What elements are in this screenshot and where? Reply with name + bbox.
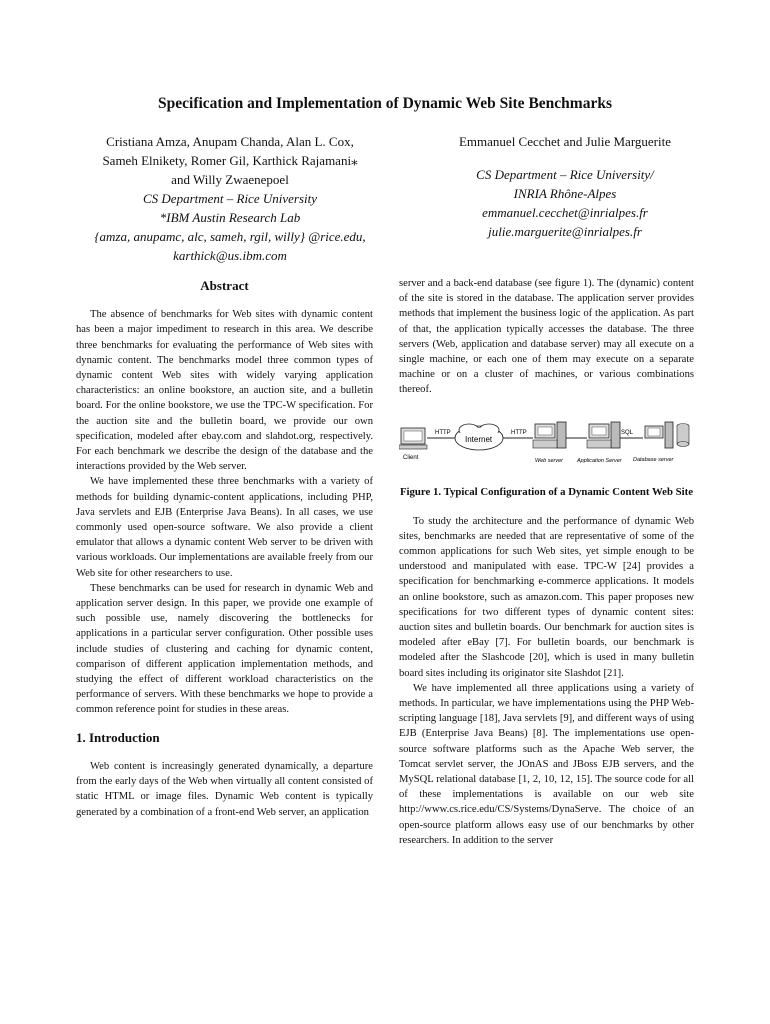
affiliation: CS Department – Rice University/ bbox=[476, 167, 654, 182]
section-heading: 1. Introduction bbox=[76, 729, 160, 745]
web-server-label: Web server bbox=[535, 457, 564, 464]
left-column bbox=[76, 276, 373, 820]
authors-left bbox=[70, 132, 390, 265]
abstract-heading: Abstract bbox=[200, 278, 249, 293]
figure-caption: Figure 1. Typical Configuration of a Dynamic Content Web Site bbox=[399, 485, 694, 498]
abstract-paragraph: The absence of benchmarks for Web sites with dynamic content has been a major impediment to research in this area. We describe three benchmarks for evaluating the performance of Web sites with dynamic content. The benchmarks model three common types of dynamic content Web sites with widely varying application characteristics: an online bookstore, an auction site, and a bulletin board. For the online bookstore, we use the TPC-W specification. For the auction site and the bulletin board, we provide our own specification, modeled after ebay.com and slahdot.org, respectively. For each benchmark we describe the design of the database and the interactions provided by the Web server. bbox=[76, 309, 373, 473]
database-server-icon bbox=[645, 422, 689, 448]
author-line: Emmanuel Cecchet and Julie Marguerite bbox=[458, 134, 672, 149]
affiliation: *IBM Austin Research Lab bbox=[159, 210, 301, 225]
email: julie.marguerite@inrialpes.fr bbox=[488, 224, 642, 239]
client-computer-icon bbox=[399, 428, 427, 449]
body-paragraph: To study the architecture and the performance of dynamic Web sites, benchmarks are needed that are representative of some of the common applications for such Web sites, yet simple enough to be understood and manipulated with ease. TPC-W [24] provides a specification for benchmarking e-commerce applications. It models an online bookstore, such as amazon.com. This paper proposes new specifications for two different types of dynamic content sites: auction sites and bulletin boards. Our benchmark for auction sites is modeled after eBay [7]. For bulletin boards, our benchmark is modeled after the Slashcode [20], which is used in many bulletin board sites including its originator site Slashdot [21]. bbox=[399, 515, 694, 679]
affiliation: CS Department – Rice University bbox=[142, 191, 317, 206]
abstract-paragraph: These benchmarks can be used for research in dynamic Web and application server design. In this paper, we provide one example of such possible use, namely discovering the bottlenecks for applications in a particular server configuration. Other possible uses include studies of clustering and caching for dynamic content, comparison of different application implementation methods, and studying the effect of different workload characteristics on the performance of servers. With these benchmarks we hope to provide a common reference point for studies in these areas. bbox=[76, 582, 373, 716]
author-line: Cristiana Amza, Anupam Chanda, Alan L. Cox, bbox=[106, 134, 354, 149]
web-server-icon bbox=[533, 422, 566, 448]
db-server-label: Database server bbox=[633, 456, 674, 463]
affiliation: INRIA Rhône-Alpes bbox=[513, 186, 617, 201]
body-paragraph: We have implemented all three applications using a variety of methods. In particular, we have implementations using the PHP Web-scripting language [18], Java servlets [9], and different ways of using EJB (Enterprise Java Beans) [8]. The implementations use open-source software platforms such as the Apache Web server, the Tomcat servlet server, the JOnAS and JBoss EJB servers, and the MySQL relational database [1, 2, 10, 12, 15]. The source code for all of these implementations is available on our web site http://www.cs.rice.edu/CS/Systems/DynaServe. The choice of an open-source platform allows easy use of our benchmarks by other researchers. In addition to the server bbox=[399, 682, 694, 846]
author-line: and Willy Zwaenepoel bbox=[171, 172, 289, 187]
email: emmanuel.cecchet@inrialpes.fr bbox=[482, 205, 648, 220]
http-label: HTTP bbox=[511, 429, 527, 436]
paper-title: Specification and Implementation of Dynamic Web Site Benchmarks bbox=[158, 95, 612, 112]
http-label: HTTP bbox=[435, 429, 451, 436]
email: karthick@us.ibm.com bbox=[173, 248, 287, 263]
body-paragraph: server and a back-end database (see figure 1). The (dynamic) content of the site is stored in the database. The application server provides methods that implement the business logic of the application. As part of that, the application typically accesses the database. The three servers (Web, application and database server) may all execute on a single machine, or each one of them may execute on a separate machine or on a cluster of machines, or various combinations thereof. bbox=[399, 278, 694, 396]
app-server-label: Application Server bbox=[577, 457, 622, 464]
internet-label: Internet bbox=[465, 434, 493, 444]
author-line: Sameh Elnikety, Romer Gil, Karthick Rajamani⁎ bbox=[102, 153, 358, 168]
application-server-icon bbox=[587, 422, 620, 448]
client-label: Client bbox=[403, 454, 419, 461]
abstract-paragraph: We have implemented these three benchmarks with a variety of methods for building dynamic-content applications, including PHP, Java servlets and EJB (Enterprise Java Beans). In all cases, we use commonly used open-source software. We also provide a client emulator that allows a dynamic content Web server to be driven with various workloads. Our implementations are available freely from our Web site for other researchers to use. bbox=[76, 476, 373, 579]
right-column bbox=[399, 276, 694, 848]
email: {amza, anupamc, alc, sameh, rgil, willy} @rice.edu, bbox=[94, 229, 366, 244]
intro-paragraph: Web content is increasingly generated dynamically, a departure from the early days of the Web when virtually all content consisted of static HTML or image files. Dynamic Web content is typically generated by a combination of a front-end Web server, an application bbox=[76, 760, 373, 818]
network-diagram bbox=[399, 416, 694, 471]
sql-label: SQL bbox=[621, 429, 634, 436]
authors-right bbox=[400, 132, 730, 241]
figure-1-diagram bbox=[399, 416, 694, 471]
